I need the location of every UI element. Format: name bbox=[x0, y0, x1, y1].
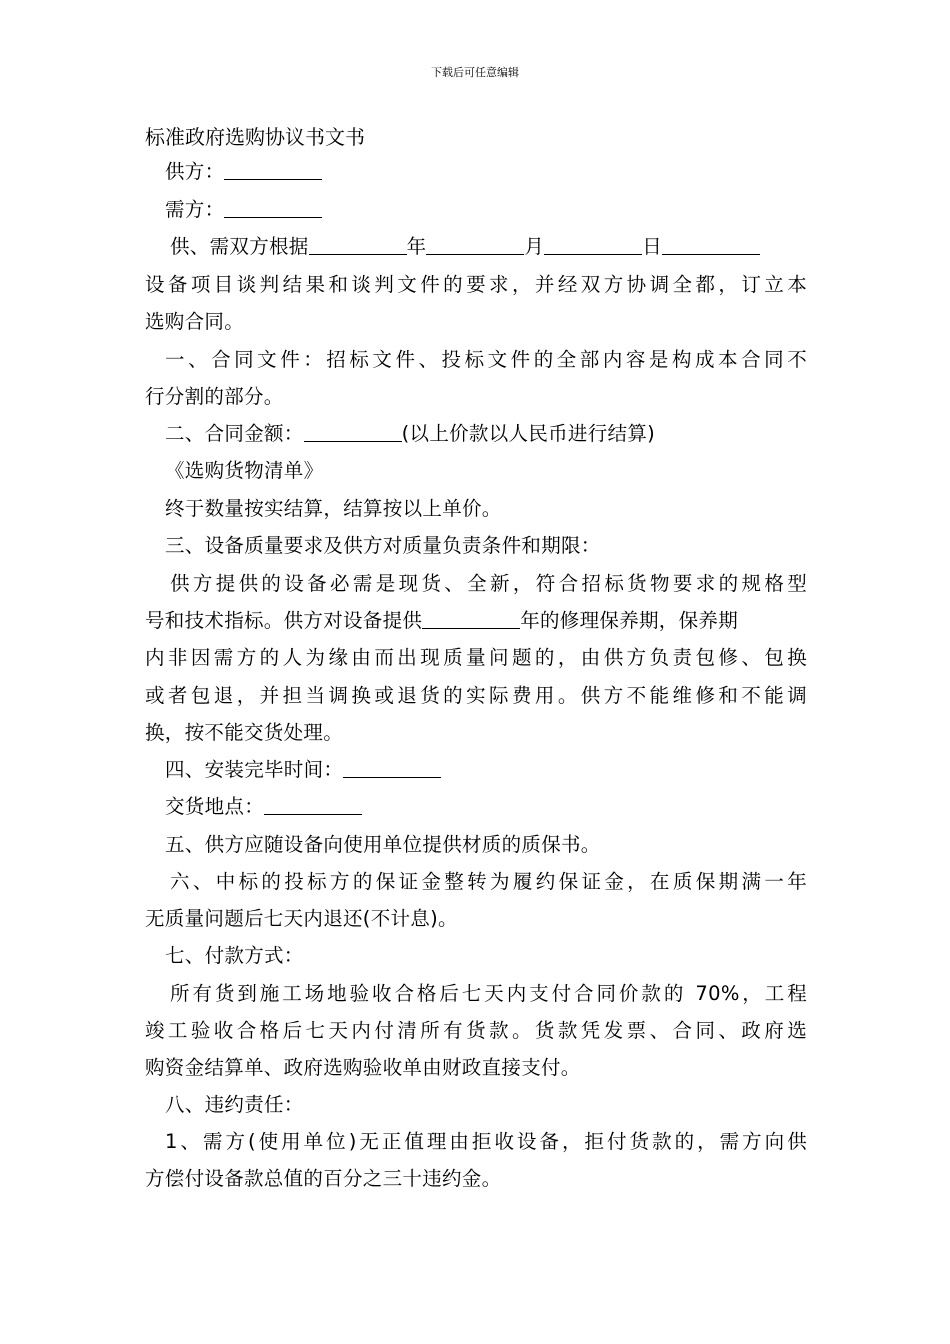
buyer-line bbox=[165, 195, 807, 225]
basis-year: 年 bbox=[406, 235, 427, 258]
contract-amount-blank bbox=[304, 421, 402, 442]
clause-8-line: 八、违约责任： bbox=[165, 1093, 304, 1116]
clause-2-label: 二、合同金额： bbox=[165, 422, 304, 445]
clause-1-line: 一、合同文件：招标文件、投标文件的全部内容是构成本合同不 bbox=[165, 348, 807, 371]
clause-3-line: 三、设备质量要求及供方对质量负责条件和期限： bbox=[165, 534, 601, 557]
paragraph-line: 竣工验收合格后七天内付清所有货款。货款凭发票、合同、政府选 bbox=[145, 1019, 807, 1042]
buyer-blank bbox=[224, 197, 322, 218]
paragraph-line: 1、需方(使用单位)无正值理由拒收设备，拒付货款的，需方向供 bbox=[165, 1130, 807, 1153]
clause-4-label: 四、安装完毕时间： bbox=[165, 758, 344, 781]
basis-blank-2 bbox=[426, 234, 524, 255]
basis-blank-1 bbox=[309, 234, 407, 255]
paragraph-line: 购资金结算单、政府选购验收单由财政直接支付。 bbox=[145, 1056, 581, 1079]
paragraph-line: 选购合同。 bbox=[145, 310, 245, 333]
warranty-line bbox=[145, 606, 807, 636]
clause-5-line: 五、供方应随设备向使用单位提供材质的质保书。 bbox=[165, 833, 601, 856]
paragraph-line: 设备项目谈判结果和谈判文件的要求，并经双方协调全都，订立本 bbox=[145, 273, 807, 296]
paragraph-line: 方偿付设备款总值的百分之三十违约金。 bbox=[145, 1167, 502, 1190]
paragraph-line: 换，按不能交货处理。 bbox=[145, 721, 344, 744]
clause-2-note: (以上价款以人民币进行结算) bbox=[401, 422, 656, 445]
delivery-label: 交货地点： bbox=[165, 795, 265, 818]
paragraph-line: 所有货到施工场地验收合格后七天内支付合同价款的 70%，工程 bbox=[170, 982, 807, 1005]
basis-prefix: 供、需双方根据 bbox=[170, 235, 309, 258]
paragraph-line: 终于数量按实结算，结算按以上单价。 bbox=[165, 497, 502, 520]
supplier-line bbox=[165, 157, 807, 187]
basis-blank-4 bbox=[662, 234, 760, 255]
paragraph-line: 内非因需方的人为缘由而出现质量问题的，由供方负责包修、包换 bbox=[145, 646, 807, 669]
goods-list-title: 《选购货物清单》 bbox=[165, 459, 324, 482]
header-note: 下载后可任意编辑 bbox=[431, 66, 519, 79]
basis-blank-3 bbox=[544, 234, 642, 255]
buyer-label: 需方： bbox=[165, 198, 225, 221]
supplier-label: 供方： bbox=[165, 160, 225, 183]
paragraph-line: 行分割的部分。 bbox=[145, 385, 284, 408]
clause-4-line bbox=[165, 755, 807, 785]
install-time-blank bbox=[343, 757, 441, 778]
basis-line bbox=[170, 232, 807, 262]
warranty-prefix: 号和技术指标。供方对设备提供 bbox=[145, 609, 423, 632]
delivery-place-blank bbox=[264, 794, 362, 815]
warranty-years-blank bbox=[422, 608, 520, 629]
paragraph-line: 供方提供的设备必需是现货、全新，符合招标货物要求的规格型 bbox=[170, 572, 807, 595]
paragraph-line: 或者包退，并担当调换或退货的实际费用。供方不能维修和不能调 bbox=[145, 684, 807, 707]
basis-day: 日 bbox=[642, 235, 663, 258]
clause-2-line bbox=[165, 419, 807, 449]
delivery-line bbox=[165, 792, 807, 822]
warranty-suffix: 年的修理保养期，保养期 bbox=[520, 609, 739, 632]
clause-6-line: 六、中标的投标方的保证金整转为履约保证金，在质保期满一年 bbox=[170, 870, 807, 893]
basis-month: 月 bbox=[524, 235, 545, 258]
paragraph-line: 无质量问题后七天内退还(不计息)。 bbox=[145, 907, 458, 930]
supplier-blank bbox=[224, 159, 322, 180]
document-title: 标准政府选购协议书文书 bbox=[145, 125, 365, 149]
clause-7-line: 七、付款方式： bbox=[165, 944, 304, 967]
